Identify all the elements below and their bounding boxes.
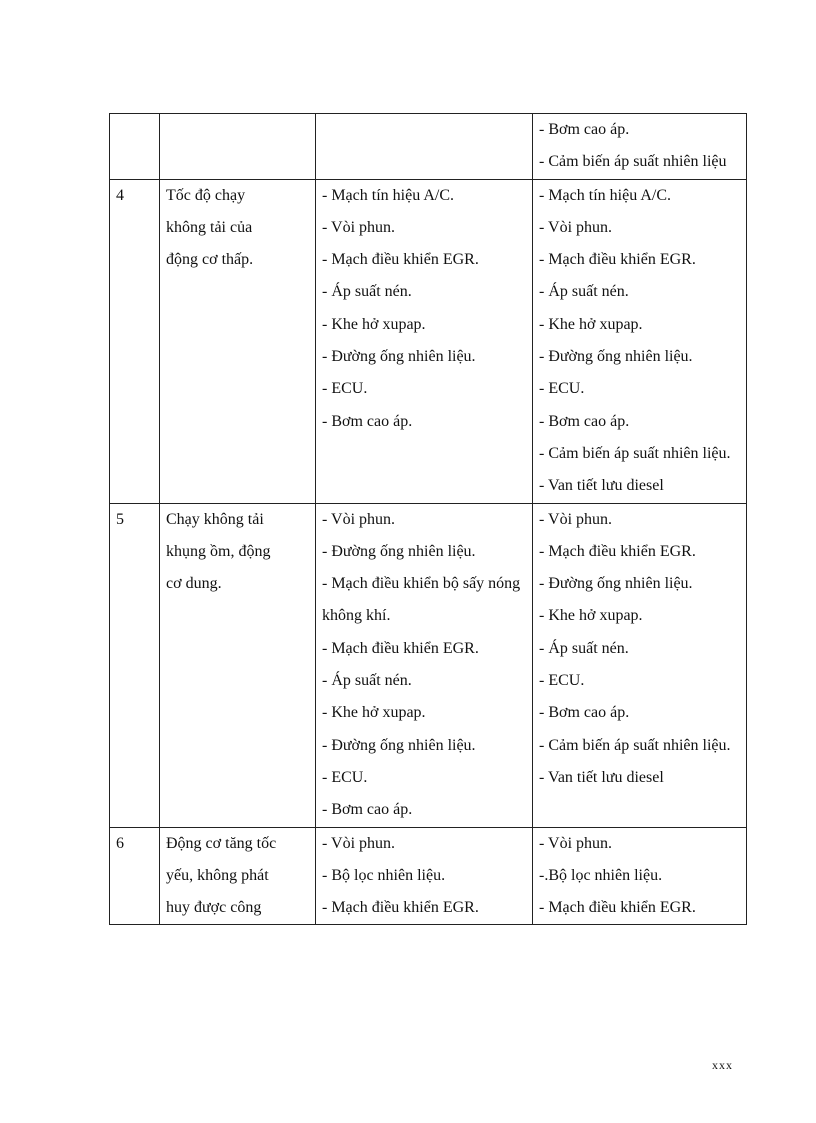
symptom-line: động cơ thấp. [166,251,254,269]
check-item: -.Bộ lọc nhiên liệu. [539,866,663,884]
table-row [110,827,747,925]
check-item: - Bơm cao áp. [539,704,630,722]
symptom-cell [160,114,316,180]
check-item: - Mạch tín hiệu A/C. [539,186,671,204]
check-item: - Khe hở xupap. [539,315,643,333]
cause-item: - Bơm cao áp. [322,412,413,430]
symptom-line: Tốc độ chạy [166,186,246,204]
check-cell [533,179,747,503]
symptom-line: huy được công [166,899,262,917]
cause-item: - Đường ống nhiên liệu. [322,542,476,560]
check-item: - Bơm cao áp. [539,412,630,430]
symptom-cell [160,179,316,503]
cause-cell [316,827,533,925]
symptom-line: khụng ồm, động [166,542,271,560]
check-item: - Mạch điều khiển EGR. [539,542,696,560]
cause-cell [316,179,533,503]
cause-item: - Khe hở xupap. [322,315,426,333]
symptom-cell [160,503,316,827]
check-cell [533,827,747,925]
cause-item: - Mạch điều khiển bộ sấy nóng không khí. [322,575,521,625]
check-item: - Đường ống nhiên liệu. [539,575,693,593]
row-number: 5 [116,510,124,528]
symptom-line: cơ dung. [166,575,222,593]
cause-item: - ECU. [322,380,368,398]
check-item: - Van tiết lưu diesel [539,477,664,495]
symptom-line: Động cơ tăng tốc [166,834,277,852]
table-row [110,179,747,503]
cause-item: - Mạch điều khiển EGR. [322,899,479,917]
row-number-cell [110,114,160,180]
cause-item: - ECU. [322,768,368,786]
page-number: xxx [712,1058,733,1072]
check-item: - Vòi phun. [539,834,613,852]
check-cell [533,503,747,827]
symptom-cell [160,827,316,925]
cause-item: - Áp suất nén. [322,672,412,690]
check-item: - Vòi phun. [539,510,613,528]
cause-item: - Mạch điều khiển EGR. [322,251,479,269]
table-row [110,503,747,827]
cause-item: - Vòi phun. [322,510,396,528]
check-item: - Mạch điều khiển EGR. [539,899,696,917]
cause-item: - Vòi phun. [322,218,396,236]
cause-item: - Mạch tín hiệu A/C. [322,186,454,204]
cause-item: - Đường ống nhiên liệu. [322,348,476,366]
check-item: - Mạch điều khiển EGR. [539,251,696,269]
check-item: - Cảm biến áp suất nhiên liệu [539,153,727,171]
check-item: - Áp suất nén. [539,639,629,657]
check-item: - Vòi phun. [539,218,613,236]
cause-item: - Đường ống nhiên liệu. [322,736,476,754]
check-item: - Van tiết lưu diesel [539,768,664,786]
symptom-line: yếu, không phát [166,866,269,884]
table-row [110,114,747,180]
diagnosis-table [109,113,747,925]
cause-cell [316,503,533,827]
table-body [110,114,747,925]
cause-item: - Khe hở xupap. [322,704,426,722]
check-item: - Cảm biến áp suất nhiên liệu. [539,736,731,754]
check-cell [533,114,747,180]
cause-item: - Vòi phun. [322,834,396,852]
check-item: - Áp suất nén. [539,283,629,301]
cause-item: - Bơm cao áp. [322,801,413,819]
cause-item: - Bộ lọc nhiên liệu. [322,866,446,884]
cause-item: - Áp suất nén. [322,283,412,301]
row-number: 6 [116,834,124,852]
row-number-cell [110,179,160,503]
row-number: 4 [116,186,124,204]
row-number-cell [110,827,160,925]
symptom-line: không tải của [166,218,253,236]
cause-cell [316,114,533,180]
symptom-line: Chạy không tải [166,510,264,528]
check-item: - ECU. [539,672,585,690]
check-item: - Khe hở xupap. [539,607,643,625]
check-item: - Bơm cao áp. [539,121,630,138]
cause-item: - Mạch điều khiển EGR. [322,639,479,657]
check-item: - Đường ống nhiên liệu. [539,348,693,366]
check-item: - ECU. [539,380,585,398]
check-item: - Cảm biến áp suất nhiên liệu. [539,444,731,462]
row-number-cell [110,503,160,827]
